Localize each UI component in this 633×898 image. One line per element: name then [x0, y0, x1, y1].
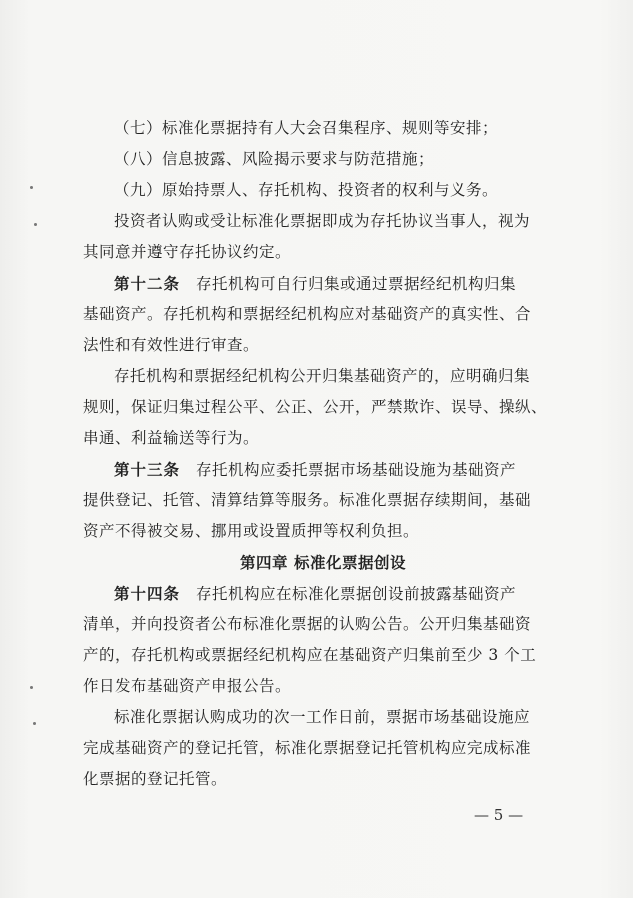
scan-speck — [30, 686, 33, 689]
paragraph-line: 存托机构可自行归集或通过票据经纪机构归集 — [196, 275, 517, 293]
article-12-first-line — [83, 268, 563, 299]
article-14-title: 第十四条 — [114, 584, 181, 603]
paragraph-line: 产的，存托机构或票据经纪机构应在基础资产归集前至少 3 个工 — [83, 646, 537, 664]
paragraph-line: 投资者认购或受让标准化票据即成为存托协议当事人，视为 — [114, 212, 531, 230]
list-item: （七）标准化票据持有人大会召集程序、规则等安排； — [114, 119, 499, 137]
paragraph-line: 完成基础资产的登记托管，标准化票据登记托管机构应完成标准 — [83, 739, 532, 757]
article-13-title: 第十三条 — [114, 460, 181, 479]
scan-speck — [34, 223, 37, 226]
paragraph-line: 资产不得被交易、挪用或设置质押等权利负担。 — [83, 522, 420, 540]
list-item: （九）原始持票人、存托机构、投资者的权利与义务。 — [114, 181, 499, 199]
article-14-first-line — [83, 578, 563, 609]
scan-speck — [33, 722, 36, 725]
document-body — [83, 113, 563, 795]
paragraph-line: 提供登记、托管、清算结算等服务。标准化票据存续期间，基础 — [83, 491, 532, 509]
paragraph-line: 其同意并遵守存托协议约定。 — [83, 243, 292, 261]
paragraph-line: 规则，保证归集过程公平、公正、公开，严禁欺诈、误导、操纵、 — [83, 398, 548, 416]
paragraph-line: 作日发布基础资产申报公告。 — [83, 677, 292, 695]
article-13-first-line — [83, 454, 563, 485]
scan-speck — [30, 186, 33, 189]
paragraph-line: 法性和有效性进行审查。 — [83, 336, 260, 354]
paragraph-line: 化票据的登记托管。 — [83, 770, 228, 788]
paragraph-line: 标准化票据认购成功的次一工作日前，票据市场基础设施应 — [114, 708, 531, 726]
article-12-title: 第十二条 — [114, 274, 181, 293]
paragraph-line: 串通、利益输送等行为。 — [83, 429, 260, 447]
paragraph-line: 存托机构和票据经纪机构公开归集基础资产的，应明确归集 — [114, 367, 531, 385]
chapter-heading: 第四章 标准化票据创设 — [240, 553, 406, 572]
page-number: — 5 — — [474, 806, 524, 824]
paragraph-line: 存托机构应委托票据市场基础设施为基础资产 — [196, 461, 517, 479]
list-item: （八）信息披露、风险揭示要求与防范措施； — [114, 150, 435, 168]
paragraph-line: 清单，并向投资者公布标准化票据的认购公告。公开归集基础资 — [83, 615, 532, 633]
paragraph-line: 存托机构应在标准化票据创设前披露基础资产 — [196, 585, 517, 603]
paragraph-line: 基础资产。存托机构和票据经纪机构应对基础资产的真实性、合 — [83, 305, 532, 323]
